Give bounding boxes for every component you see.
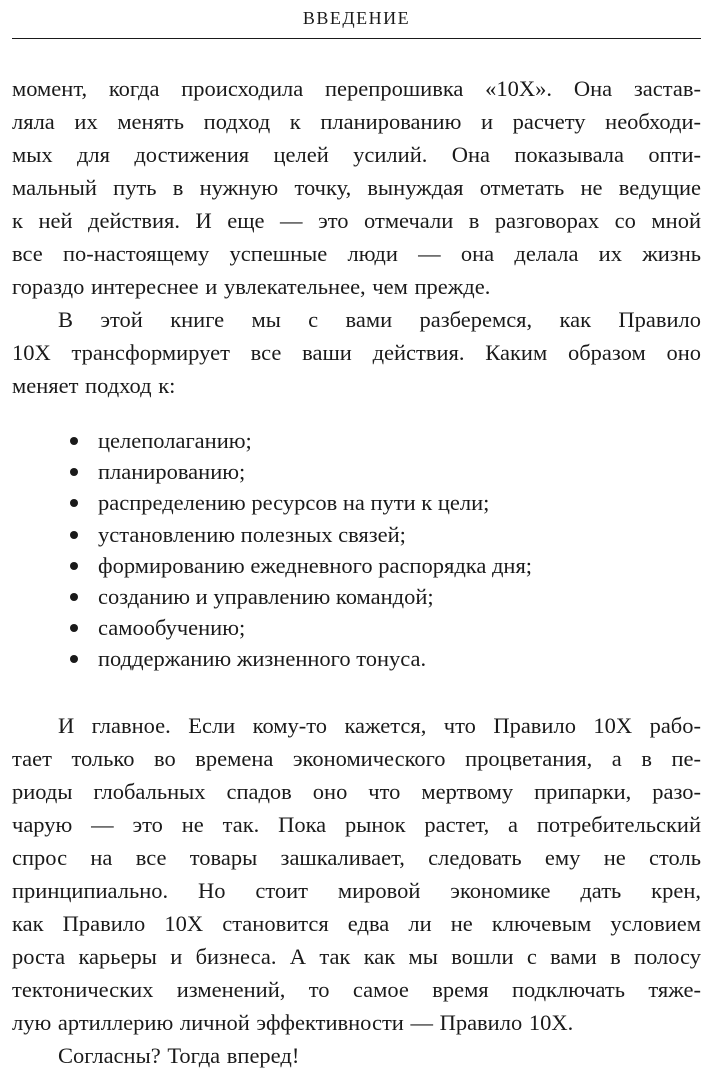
list-item-text: поддержанию жизненного тонуса. [98, 646, 427, 672]
list-item [0, 425, 713, 456]
text-line: как Правило 10Х становится едва ли не ключевым условием [12, 911, 701, 936]
bullet-icon [70, 624, 78, 632]
text-line: к ней действия. И еще — это отмечали в разговорах со мной [12, 208, 701, 233]
list-item [0, 643, 713, 674]
text-line: риоды глобальных спадов оно что мертвому припарки, разо- [12, 779, 701, 804]
text-line: ляла их менять подход к планированию и расчету необходи- [12, 109, 701, 134]
bullet-icon [70, 655, 78, 663]
bullet-icon [70, 437, 78, 445]
text-line: меняет подход к: [12, 373, 176, 398]
text-line: принципиально. Но стоит мировой экономике дать крен, [12, 878, 701, 903]
bullet-list [0, 425, 713, 675]
list-item-text: формированию ежедневного распорядка дня; [98, 552, 533, 578]
bullet-icon [70, 499, 78, 507]
list-item-text: самообучению; [98, 615, 246, 641]
bullet-icon [70, 593, 78, 601]
running-header: ВВЕДЕНИЕ [302, 8, 411, 28]
text-line: мальный путь в нужную точку, вынуждая отметать не ведущие [12, 175, 701, 200]
text-line: лую артиллерию личной эффективности — Правило 10Х. [12, 1010, 574, 1035]
list-item [0, 612, 713, 643]
text-line: тектонических изменений, то самое время подключать тяже- [12, 977, 701, 1002]
paragraph-4 [12, 1039, 701, 1072]
text-line: тает только во времена экономического процветания, а в пе- [12, 746, 701, 771]
text-line: Согласны? Тогда вперед! [58, 1043, 300, 1068]
paragraph-3 [12, 709, 701, 1039]
list-item-text: распределению ресурсов на пути к цели; [98, 490, 490, 516]
text-line: роста карьеры и бизнеса. А так как мы вошли с вами в полосу [12, 944, 701, 969]
text-line: чарую — это не так. Пока рынок растет, а потребительский [12, 812, 701, 837]
list-item-text: целеполаганию; [98, 428, 252, 453]
text-line: В этой книге мы с вами разберемся, как Правило [58, 307, 701, 332]
bullet-icon [70, 531, 78, 539]
list-item-text: планированию; [98, 459, 246, 485]
text-line: все по-настоящему успешные люди — она делала их жизнь [12, 241, 701, 266]
list-item [0, 487, 713, 518]
list-item [0, 581, 713, 612]
header-rule [12, 38, 701, 39]
list-item [0, 456, 713, 487]
text-line: И главное. Если кому-то кажется, что Правило 10Х рабо- [58, 713, 701, 738]
text-line: мых для достижения целей усилий. Она показывала опти- [12, 142, 701, 167]
list-item [0, 550, 713, 581]
bullet-icon [70, 562, 78, 570]
list-item-text: установлению полезных связей; [98, 521, 406, 547]
text-line: 10Х трансформирует все ваши действия. Каким образом оно [12, 340, 701, 365]
text-line: гораздо интереснее и увлекательнее, чем прежде. [12, 274, 491, 299]
text-line: спрос на все товары зашкаливает, следовать ему не столь [12, 845, 701, 870]
paragraph-1 [12, 72, 701, 303]
text-line: момент, когда происходила перепрошивка «10Х». Она застав- [12, 76, 701, 101]
paragraph-2 [12, 303, 701, 402]
list-item-text: созданию и управлению командой; [98, 583, 434, 609]
bullet-icon [70, 468, 78, 476]
list-item [0, 519, 713, 550]
